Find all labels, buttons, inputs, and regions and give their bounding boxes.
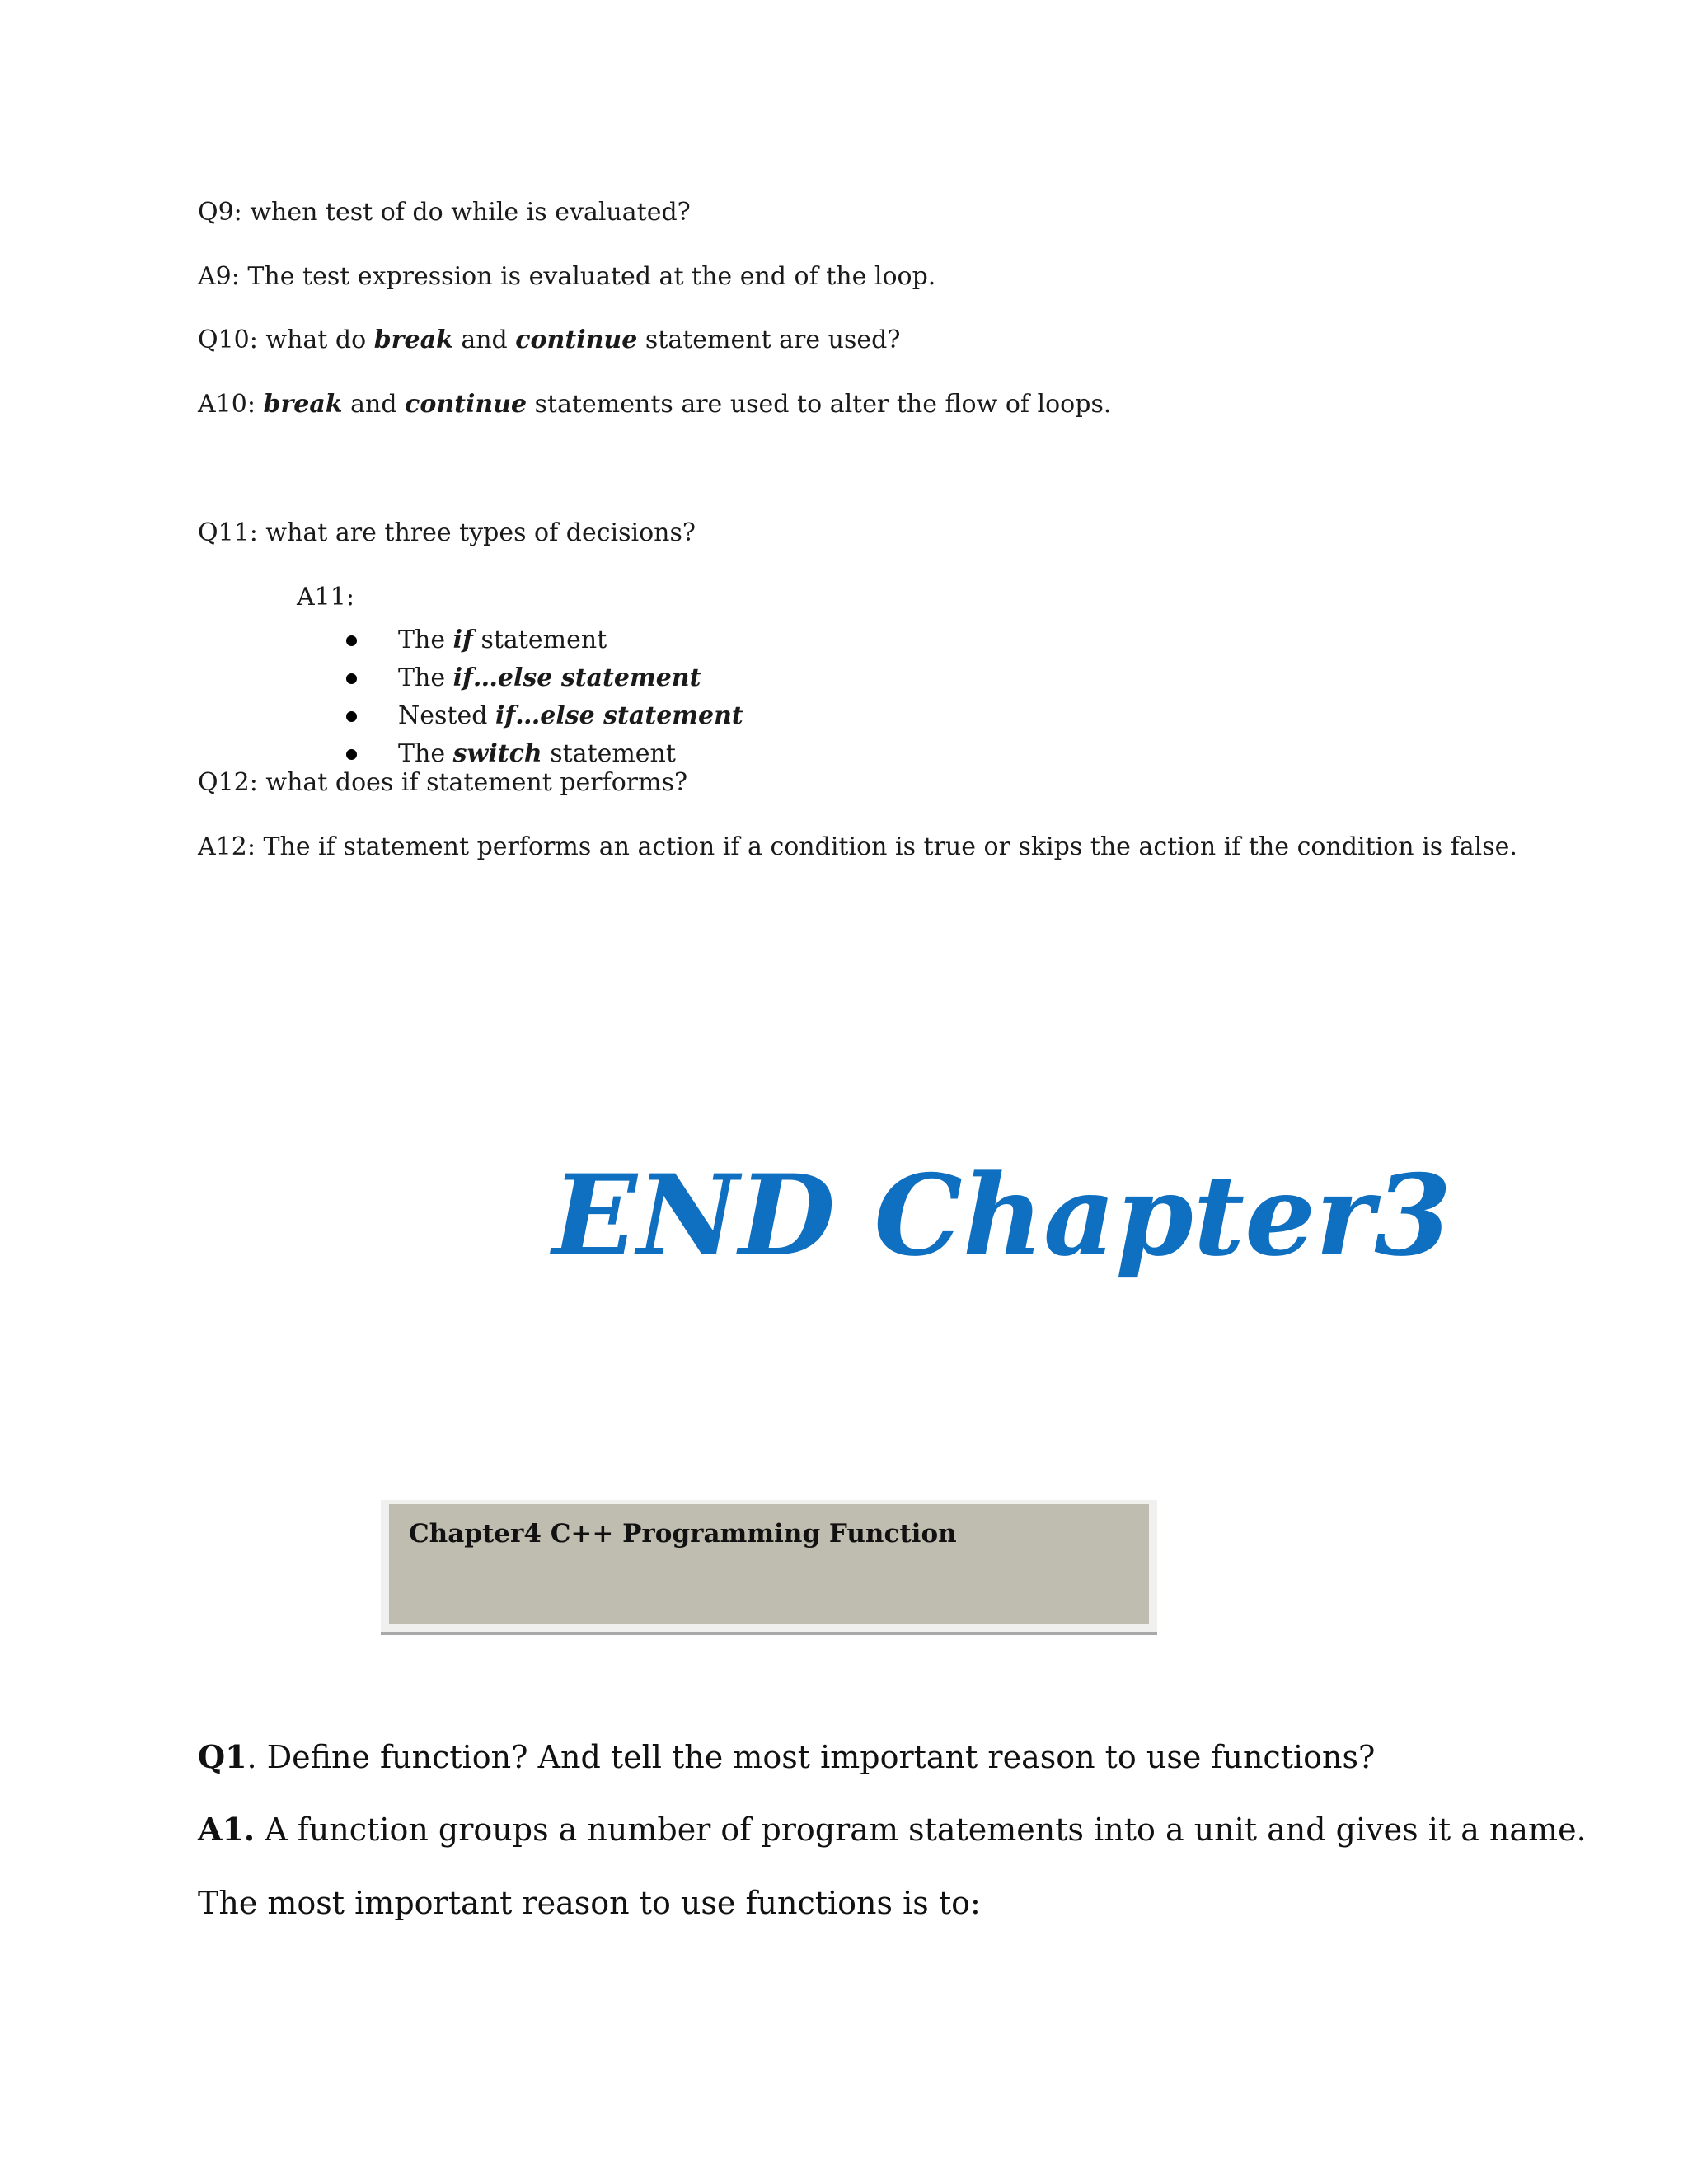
chapter-heading-title: Chapter4 C++ Programming Function — [389, 1504, 1149, 1624]
list-item-keyword: if — [452, 626, 473, 654]
list-item — [346, 659, 743, 697]
q9-answer: A9: The test expression is evaluated at the end of the loop. — [198, 262, 936, 291]
q10-question-keyword-continue: continue — [515, 326, 638, 354]
list-item-prefix: The — [398, 739, 453, 768]
list-item-prefix: The — [398, 663, 453, 692]
q10-question-keyword-break: break — [373, 326, 453, 354]
q10-question-mid: and — [452, 326, 516, 354]
q12-question: Q12: what does if statement performs? — [198, 768, 688, 797]
bullet-icon — [346, 749, 357, 760]
ch4-q1-question — [198, 1736, 1375, 1778]
list-item-suffix: statement — [542, 739, 676, 768]
decision-types-list — [346, 621, 743, 773]
list-item-keyword: switch — [452, 739, 542, 768]
q9-question: Q9: when test of do while is evaluated? — [198, 198, 691, 227]
list-item-suffix: statement — [472, 626, 607, 654]
q10-answer-keyword-continue: continue — [405, 390, 528, 419]
q12-answer: A12: The if statement performs an action if a condition is true or skips the action if the condition is false. — [198, 832, 1517, 861]
q10-answer — [198, 388, 1111, 421]
q10-question-suffix: statement are used? — [637, 326, 901, 354]
q10-answer-mid: and — [342, 390, 406, 419]
list-item-keyword: if…else statement — [495, 701, 743, 730]
q11-question: Q11: what are three types of decisions? — [198, 518, 696, 547]
list-item-keyword: if…else statement — [452, 663, 701, 692]
q11-answer-label: A11: — [297, 583, 354, 612]
q10-answer-prefix: A10: — [198, 390, 264, 419]
ch4-a1-answer — [198, 1809, 1587, 1850]
list-item-prefix: The — [398, 626, 453, 654]
ch4-q1-text: . Define function? And tell the most important reason to use functions? — [246, 1739, 1376, 1775]
end-chapter-title: END Chapter3 — [552, 1150, 1452, 1281]
q10-answer-keyword-break: break — [263, 390, 343, 419]
bullet-icon — [346, 711, 357, 722]
ch4-a1-continuation: The most important reason to use functions is to: — [198, 1885, 981, 1921]
list-item — [346, 621, 743, 659]
q10-answer-suffix: statements are used to alter the flow of loops. — [527, 390, 1112, 419]
ch4-q1-label: Q1 — [198, 1738, 247, 1775]
bullet-icon — [346, 635, 357, 646]
q10-question-prefix: Q10: what do — [198, 326, 374, 354]
bullet-icon — [346, 673, 357, 684]
chapter-heading-box — [381, 1500, 1157, 1632]
list-item — [346, 697, 743, 735]
q10-question — [198, 324, 900, 357]
list-item-prefix: Nested — [398, 701, 495, 730]
ch4-a1-label: A1. — [198, 1811, 256, 1848]
ch4-a1-text: A function groups a number of program statements into a unit and gives it a name. — [255, 1811, 1587, 1848]
